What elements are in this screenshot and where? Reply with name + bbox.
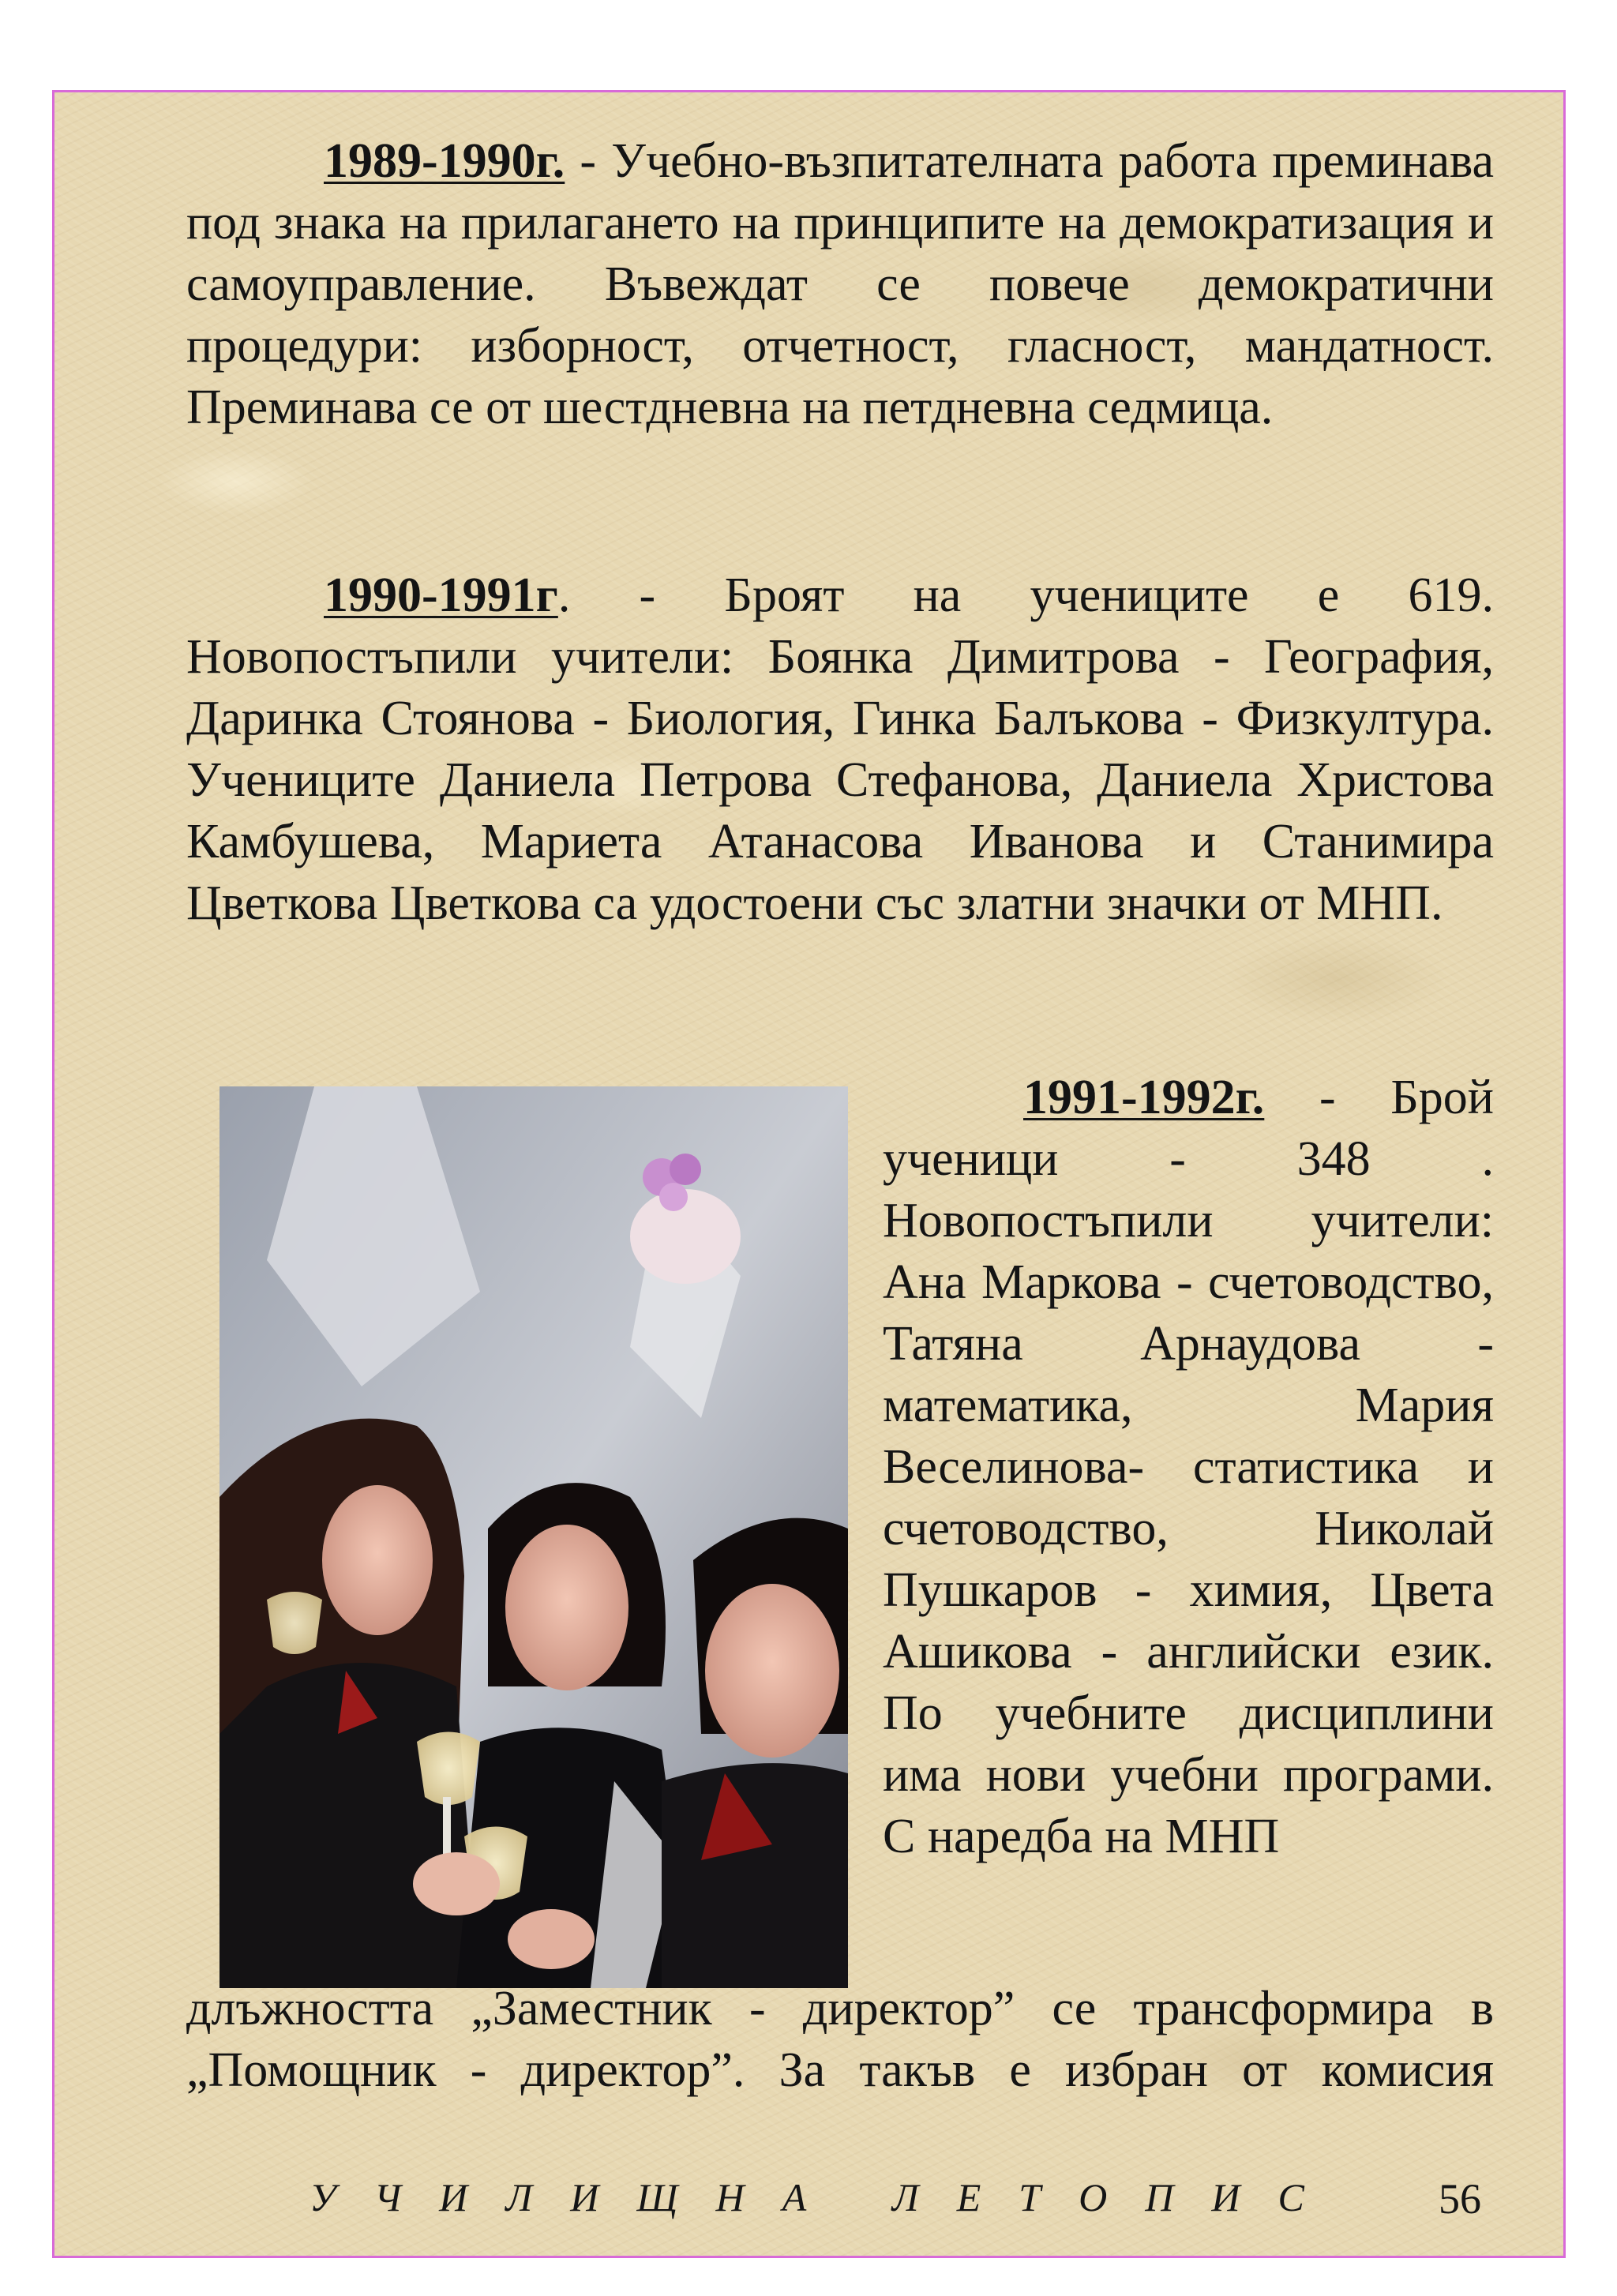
footer-letter: С xyxy=(1277,2175,1304,2219)
paragraph-1990-1991 xyxy=(186,565,1494,934)
paragraph-1991-1992 xyxy=(883,1067,1494,1867)
footer-letter: О xyxy=(1079,2175,1108,2219)
paragraph-1989-1990 xyxy=(186,130,1494,438)
footer-letter: Н xyxy=(715,2175,745,2219)
photo-illustration xyxy=(219,1086,848,1988)
paragraph-text: - Брой ученици - 348 . Новопостъпили учители: Ана Маркова - счетоводство, Татяна Арнаудова - математика, Мария Веселинова- статистика и счетоводство, Николай Пушкаров - химия, Цвета Ашикова - английски език. По учебните дисциплини има нови учебни програми. С наредба на МНП xyxy=(883,1071,1494,1863)
paragraph-1991-1992-continuation: длъжността „Заместник - директор” се трансформира в „Помощник - директор”. За такъв е избран от комисия xyxy=(186,1982,1494,2097)
footer-letter: Л xyxy=(505,2175,533,2219)
footer-word-gap xyxy=(844,2174,854,2220)
footer-letter: Ч xyxy=(373,2175,402,2219)
footer-letter: Щ xyxy=(636,2175,678,2219)
year-heading: 1990-1991г xyxy=(324,568,558,622)
footer-title xyxy=(310,2174,1304,2220)
footer-letter: И xyxy=(570,2175,599,2219)
paragraph-text: . - Броят на учениците е 619. Новопостъпили учители: Боянка Димитрова - География, Даринка Стоянова - Биология, Гинка Балъкова - Физкултура. Учениците Даниела Петрова Стефанова, Даниела Христова Камбушева, Мариета Атанасова Иванова и Станимира Цветкова Цветкова са удостоени със златни значки от МНП. xyxy=(186,568,1494,930)
paragraph-text: - Учебно-възпитателната работа преминава под знака на прилагането на принципите на демократизация и самоуправление. Въвеждат се повече демократични процедури: изборност, отчетност, гласност, мандатност. Преминава се от шестдневна на петдневна седмица. xyxy=(186,134,1494,434)
footer-letter: А xyxy=(782,2175,807,2219)
footer-letter: Е xyxy=(956,2175,981,2219)
group-photo xyxy=(219,1086,848,1988)
footer-letter: У xyxy=(310,2175,336,2219)
footer-letter: И xyxy=(439,2175,468,2219)
footer-letter: Т xyxy=(1019,2175,1041,2219)
year-heading: 1991-1992г. xyxy=(1023,1071,1265,1124)
footer-letter: П xyxy=(1145,2175,1174,2219)
year-heading: 1989-1990г. xyxy=(324,134,565,188)
footer-letter: Л xyxy=(891,2175,919,2219)
page-number: 56 xyxy=(1439,2175,1481,2223)
footer-letter: И xyxy=(1211,2175,1240,2219)
